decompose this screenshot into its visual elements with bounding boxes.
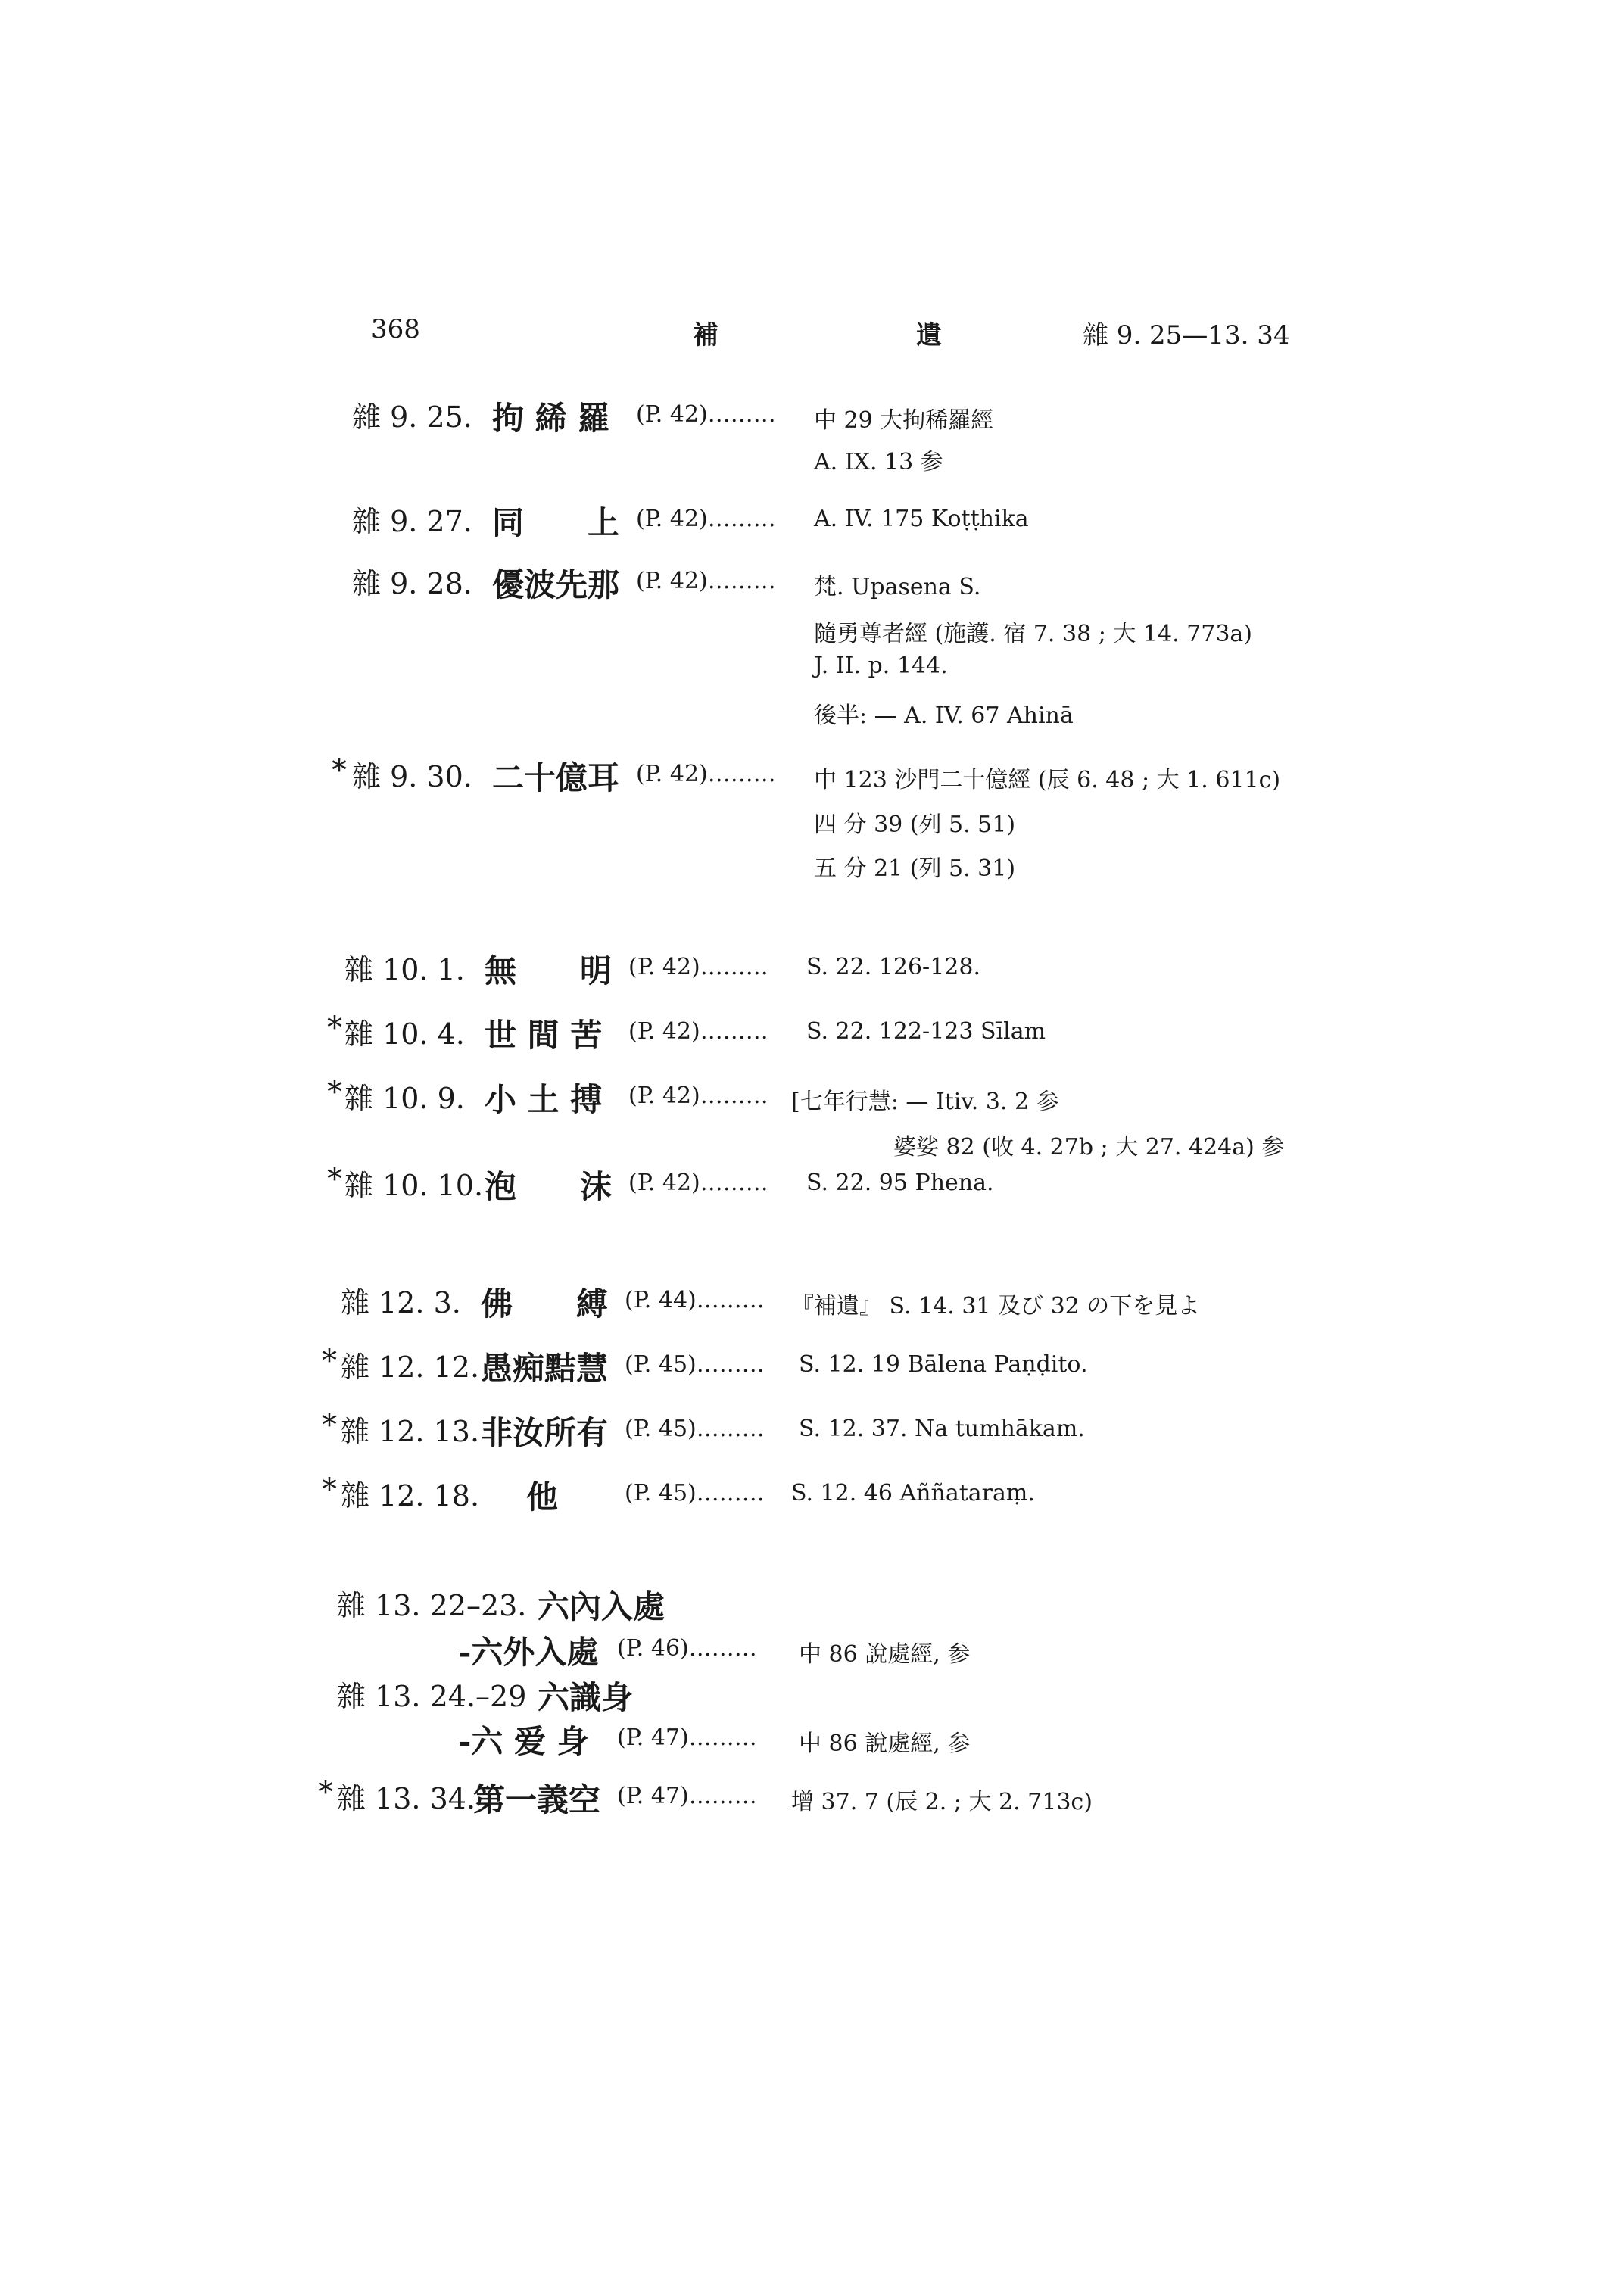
entry-page-ref: (P. 47)……… — [617, 1724, 757, 1751]
entry-title: 六識身 — [538, 1679, 634, 1716]
entry-title: 同 上 — [492, 504, 620, 541]
entry-ref: 中 86 說處經, 参 — [799, 1731, 971, 1757]
entry-row — [0, 1162, 1624, 1207]
entry-page-ref: (P. 47)……… — [617, 1783, 757, 1809]
entry-page-ref: (P. 45)……… — [625, 1416, 765, 1442]
entry-row — [0, 1011, 1624, 1056]
entry-ref-continuation: 婆娑 82 (收 4. 27b ; 大 27. 424a) 参 — [893, 1134, 1285, 1161]
header-title-left: 補 — [693, 320, 718, 350]
entry-number: 雜 9. 25. — [352, 400, 472, 434]
entry-row — [0, 1408, 1624, 1453]
entry-number: 雜 10. 1. — [344, 953, 465, 986]
entry-star: * — [327, 1011, 342, 1045]
entry-title: 無 明 — [485, 952, 613, 989]
entry-page-ref: (P. 42)……… — [628, 1083, 768, 1109]
entry-ref: S. 12. 19 Bālena Paṇḍito. — [799, 1351, 1088, 1378]
entry-title: 他 — [526, 1478, 559, 1516]
entry-ref-continuation: A. IX. 13 参 — [814, 449, 943, 475]
entry-number: 雜 13. 22–23. — [337, 1589, 527, 1622]
entry-title: 世 間 苦 — [485, 1017, 603, 1054]
entry-page-ref: (P. 42)……… — [628, 1018, 768, 1045]
entry-number: 雜 10. 10. — [344, 1169, 484, 1202]
entry-ref: A. IV. 175 Koṭṭhika — [814, 506, 1029, 532]
entry-star: * — [322, 1344, 337, 1379]
entry-ref: 中 123 沙門二十億經 (辰 6. 48 ; 大 1. 611c) — [814, 767, 1281, 793]
entry-ref: S. 22. 122-123 Sīlam — [806, 1018, 1046, 1045]
entry-row — [0, 1075, 1624, 1120]
entry-ref: 中 29 大拘稀羅經 — [814, 407, 994, 434]
entry-row — [0, 1472, 1624, 1518]
entry-page-ref: (P. 42)……… — [628, 1170, 768, 1196]
entry-page-ref: (P. 42)……… — [628, 954, 768, 980]
page-number: 368 — [371, 314, 420, 344]
entry-title-continuation: -六外入處 — [458, 1634, 599, 1671]
entry-title: 泡 沫 — [485, 1168, 613, 1205]
entry-title-continuation: -六 爱 身 — [458, 1723, 589, 1760]
entry-title: 佛 縛 — [481, 1285, 609, 1323]
entry-number: 雜 9. 30. — [352, 760, 472, 793]
entry-ref: S. 22. 95 Phena. — [806, 1170, 994, 1196]
entry-row — [0, 498, 1624, 544]
entry-number: 雜 12. 18. — [341, 1479, 480, 1513]
entry-ref: S. 12. 46 Aññataraṃ. — [791, 1480, 1035, 1506]
entry-ref: S. 22. 126-128. — [806, 954, 980, 980]
entry-title: 小 土 搏 — [485, 1081, 603, 1118]
entry-ref: 『補遺』 S. 14. 31 及び 32 の下を見よ — [791, 1293, 1201, 1319]
entry-page-ref: (P. 46)……… — [617, 1635, 757, 1662]
entry-star: * — [322, 1472, 337, 1507]
entry-ref: S. 12. 37. Na tumhākam. — [799, 1416, 1085, 1442]
entry-row — [0, 946, 1624, 992]
entry-title: 二十億耳 — [492, 759, 620, 796]
entry-row — [0, 394, 1624, 439]
header-range: 雜 9. 25—13. 34 — [1083, 320, 1290, 350]
entry-ref-continuation: J. II. p. 144. — [814, 653, 948, 679]
entry-number: 雜 12. 3. — [341, 1286, 461, 1319]
entry-number: 雜 10. 4. — [344, 1017, 465, 1051]
entry-row — [0, 1582, 1624, 1628]
entry-ref-continuation: 後半: — A. IV. 67 Ahinā — [814, 703, 1074, 729]
entry-ref: [七年行慧: — Itiv. 3. 2 参 — [791, 1089, 1059, 1115]
entry-star: * — [327, 1162, 342, 1197]
header-title-right: 遺 — [916, 320, 942, 350]
entry-row — [0, 1279, 1624, 1325]
entry-number: 雜 9. 28. — [352, 567, 472, 600]
entry-title: 第一義空 — [473, 1781, 601, 1818]
entry-row — [0, 1344, 1624, 1389]
entry-title: 優波先那 — [492, 566, 620, 603]
entry-row-continuation — [0, 1717, 1624, 1762]
entry-ref-continuation: 隨勇尊者經 (施護. 宿 7. 38 ; 大 14. 773a) — [814, 621, 1252, 647]
entry-page-ref: (P. 42)……… — [636, 568, 776, 594]
entry-number: 雜 9. 27. — [352, 505, 472, 538]
entry-title: 愚痴黠慧 — [481, 1350, 609, 1387]
entry-page-ref: (P. 42)……… — [636, 401, 776, 428]
entry-ref-continuation: 四 分 39 (列 5. 51) — [814, 812, 1016, 838]
entry-page-ref: (P. 42)……… — [636, 761, 776, 787]
entry-row — [0, 560, 1624, 606]
entry-number: 雜 10. 9. — [344, 1082, 465, 1115]
entry-title: 拘 絺 羅 — [492, 400, 610, 437]
entry-page-ref: (P. 42)……… — [636, 506, 776, 532]
entry-row — [0, 1775, 1624, 1821]
entry-row — [0, 1673, 1624, 1718]
entry-title: 六內入處 — [538, 1588, 665, 1625]
entry-number: 雜 13. 34. — [337, 1782, 476, 1815]
entry-ref: 中 86 說處經, 参 — [799, 1641, 971, 1668]
entry-row — [0, 753, 1624, 799]
entry-number: 雜 12. 12. — [341, 1351, 480, 1384]
entry-title: 非汝所有 — [481, 1414, 609, 1451]
entry-page-ref: (P. 45)……… — [625, 1351, 765, 1378]
entry-page-ref: (P. 45)……… — [625, 1480, 765, 1506]
entry-number: 雜 13. 24.–29 — [337, 1680, 527, 1713]
entry-number: 雜 12. 13. — [341, 1415, 480, 1448]
entry-star: * — [318, 1775, 333, 1810]
entry-row-continuation — [0, 1628, 1624, 1673]
entry-ref-continuation: 五 分 21 (列 5. 31) — [814, 855, 1016, 882]
entry-star: * — [322, 1408, 337, 1443]
entry-star: * — [327, 1075, 342, 1110]
entry-ref: 梵. Upasena S. — [814, 574, 981, 600]
entry-star: * — [332, 753, 347, 788]
entry-page-ref: (P. 44)……… — [625, 1287, 765, 1313]
entry-ref: 增 37. 7 (辰 2. ; 大 2. 713c) — [791, 1789, 1093, 1815]
